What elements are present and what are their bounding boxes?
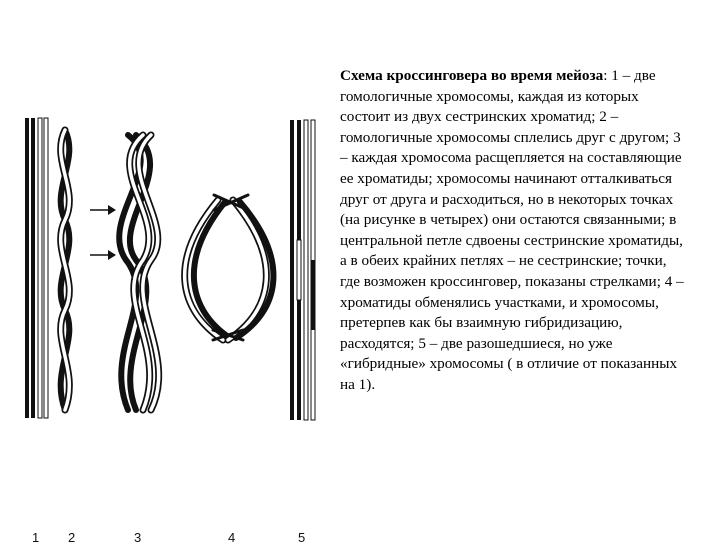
caption-title: Схема кроссинговера во время мейоза: [340, 67, 604, 84]
diagram-drawing: [18, 110, 328, 440]
figure-caption: [340, 66, 690, 396]
stage-3-splitting-chromatids: [119, 135, 159, 410]
stage-label-2: 2: [68, 530, 76, 545]
stage-label-1: 1: [32, 530, 40, 545]
stage-label-5: 5: [298, 530, 306, 545]
stage-label-4: 4: [228, 530, 236, 545]
stage-4-diverging-chromosomes: [185, 195, 274, 340]
stage-1-chromosomes: [25, 118, 48, 418]
stage-5-hybrid-chromosomes: [290, 120, 315, 420]
crossing-over-diagram: [18, 110, 328, 545]
stage-label-3: 3: [134, 530, 142, 545]
stage-2-twisted-chromosomes: [61, 130, 70, 410]
crossover-arrows: [90, 205, 116, 260]
caption-body: : 1 – две гомологичные хромосомы, каждая из которых состоит из двух сестринских хроматид; 2 – гомологичные хромосомы сплелись друг с другом; 3 – каждая хромосома расщепляется на составляющие ее хроматиды; хромосомы начинают отталкиваться друг от друга и расходиться, но в некоторых точках (на рисунке в четырех) они остаются связанными; в центральной петле сдвоены сестринские хроматиды, а в обеих крайних петлях – не сестринские; точки, где возможен кроссинговер, показаны стрелками; 4 – хроматиды обменялись участками, и хромосомы, претерпев как бы взаимную гибридизацию, расходятся; 5 – две разошедшиеся, но уже «гибридные» хромосомы ( в отличие от показанных на 1).: [340, 67, 684, 393]
